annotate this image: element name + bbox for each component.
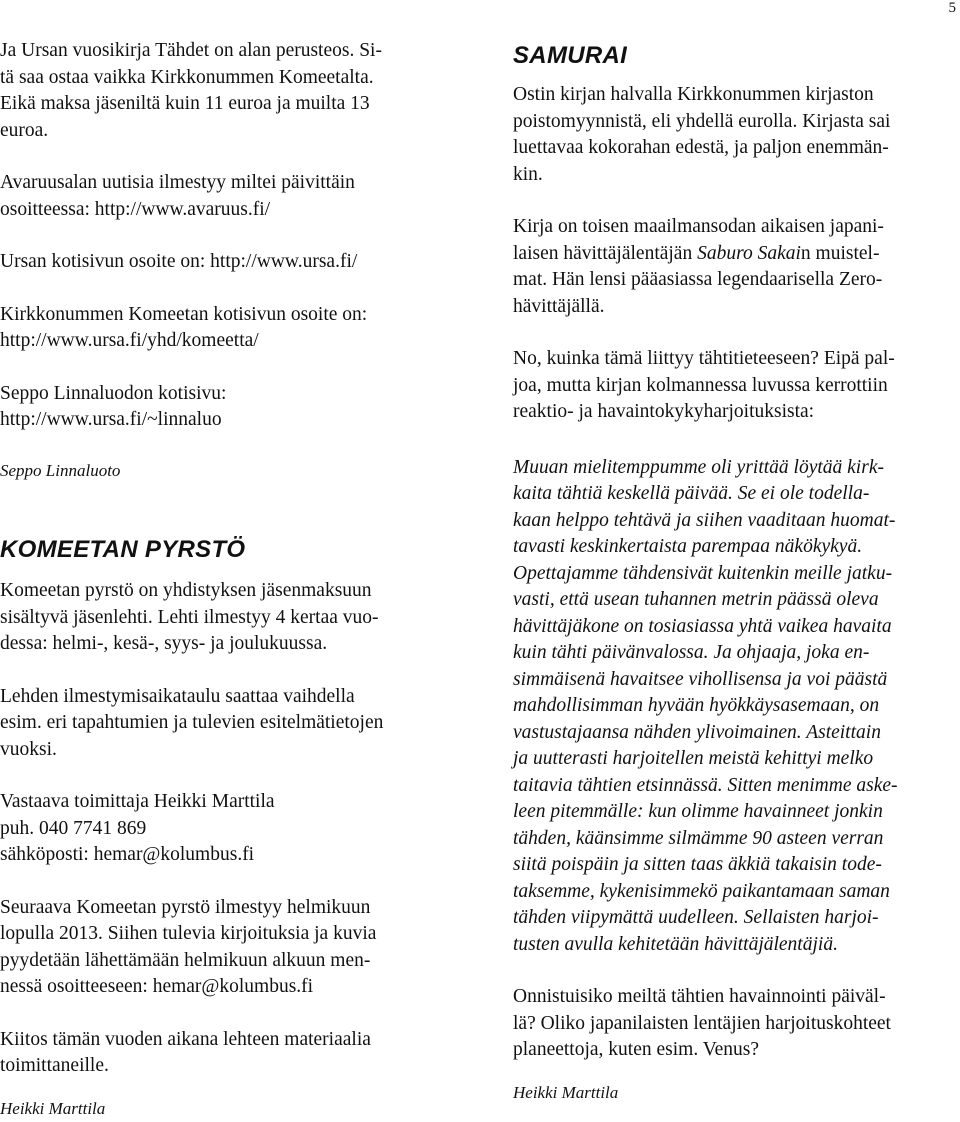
samurai-quote [513, 455, 953, 959]
text-line: toimittaneille. [0, 1053, 440, 1080]
quote-line: taksemme, kykenisimmekö paikantamaan saman [513, 879, 953, 906]
quote-line: simmäisenä havaitsee vihollisensa ja voi päästä [513, 667, 953, 694]
text-line: luettavaa kokorahan edestä, ja paljon enemmän- [513, 135, 953, 162]
samurai-paragraph-2 [513, 214, 953, 320]
text-line: Ostin kirjan halvalla Kirkkonummen kirjaston [513, 82, 953, 109]
text-line: Seuraava Komeetan pyrstö ilmestyy helmikuun [0, 895, 440, 922]
text-line: lä? Oliko japanilaisten lentäjien harjoituskohteet [513, 1011, 953, 1038]
text-span: n muistel- [801, 243, 880, 264]
text-line: esim. eri tapahtumien ja tulevien esitelmätietojen [0, 710, 440, 737]
quote-line: leen pitemmälle: kun olimme havainneet jonkin [513, 799, 953, 826]
text-line: vuoksi. [0, 737, 440, 764]
ursa-paragraph [0, 249, 440, 276]
samurai-paragraph-4 [513, 984, 953, 1064]
text-line: Seppo Linnaluodon kotisivu: [0, 381, 440, 408]
left-column [0, 38, 440, 1122]
quote-line: ja uutterasti harjoitellen meistä kehittyi melko [513, 746, 953, 773]
text-line: osoitteessa: http://www.avaruus.fi/ [0, 197, 440, 224]
text-line: planeettoja, kuten esim. Venus? [513, 1037, 953, 1064]
komeetta-paragraph [0, 302, 440, 355]
quote-line: tähden viipymättä uudelleen. Sellaisten harjoi- [513, 905, 953, 932]
text-line: dessa: helmi-, kesä-, syys- ja joulukuussa. [0, 631, 440, 658]
quote-line: Opettajamme tähdensivät kuitenkin meille jatku- [513, 561, 953, 588]
text-line: reaktio- ja havaintokykyharjoituksista: [513, 399, 953, 426]
quote-line: tähden, käänsimme silmämme 90 asteen verran [513, 826, 953, 853]
text-line: joa, mutta kirjan kolmannessa luvussa kerrottiin [513, 373, 953, 400]
text-line: puh. 040 7741 869 [0, 816, 440, 843]
samurai-paragraph-3 [513, 346, 953, 426]
text-line: euroa. [0, 118, 440, 145]
news-paragraph [0, 170, 440, 223]
text-line: Ja Ursan vuosikirja Tähdet on alan perusteos. Si- [0, 38, 440, 65]
samurai-signature: Heikki Marttila [513, 1080, 953, 1107]
thanks-paragraph [0, 1027, 440, 1080]
quote-line: Muuan mielitemppumme oli yrittää löytää kirk- [513, 455, 953, 482]
right-column [513, 38, 953, 1106]
quote-line: tavasti keskinkertaista parempaa näkökykyä. [513, 534, 953, 561]
quote-line: vastustajaansa nähden ylivoimainen. Asteittain [513, 720, 953, 747]
text-line: Vastaava toimittaja Heikki Marttila [0, 789, 440, 816]
page-number: 5 [949, 0, 957, 17]
text-line: tä saa ostaa vaikka Kirkkonummen Komeetalta. [0, 65, 440, 92]
text-line: Avaruusalan uutisia ilmestyy miltei päivittäin [0, 170, 440, 197]
komeetan-pyrsto-heading: KOMEETAN PYRSTÖ [0, 536, 440, 564]
heikki-signature: Heikki Marttila [0, 1096, 440, 1122]
text-line [513, 241, 953, 268]
text-line: Kiitos tämän vuoden aikana lehteen materiaalia [0, 1027, 440, 1054]
text-line: http://www.ursa.fi/yhd/komeetta/ [0, 328, 440, 355]
text-line: Ursan kotisivun osoite on: http://www.ursa.fi/ [0, 249, 440, 276]
text-line: Eikä maksa jäseniltä kuin 11 euroa ja muilta 13 [0, 91, 440, 118]
seppo-paragraph [0, 381, 440, 434]
quote-line: kaita tähtiä keskellä päivää. Se ei ole todella- [513, 481, 953, 508]
samurai-heading: SAMURAI [513, 42, 953, 70]
samurai-paragraph-1 [513, 82, 953, 188]
pilot-name: Saburo Sakai [697, 243, 801, 264]
text-line: hävittäjällä. [513, 294, 953, 321]
text-line: Kirja on toisen maailmansodan aikaisen japani- [513, 214, 953, 241]
quote-line: vasti, että usean tuhannen metrin päässä oleva [513, 587, 953, 614]
pyrsto-paragraph [0, 578, 440, 658]
text-line: sähköposti: hemar@kolumbus.fi [0, 842, 440, 869]
text-line: kin. [513, 162, 953, 189]
quote-line: mahdollisimman hyvään hyökkäysasemaan, on [513, 693, 953, 720]
text-line: Onnistuisiko meiltä tähtien havainnointi päiväl- [513, 984, 953, 1011]
editor-paragraph [0, 789, 440, 869]
text-line: sisältyvä jäsenlehti. Lehti ilmestyy 4 kertaa vuo- [0, 605, 440, 632]
quote-line: kuin tähti päivänvalossa. Ja ohjaaja, joka en- [513, 640, 953, 667]
next-issue-paragraph [0, 895, 440, 1001]
schedule-paragraph [0, 684, 440, 764]
text-line: nessä osoitteeseen: hemar@kolumbus.fi [0, 974, 440, 1001]
text-line: No, kuinka tämä liittyy tähtitieteeseen? Eipä pal- [513, 346, 953, 373]
intro-paragraph [0, 38, 440, 144]
seppo-signature: Seppo Linnaluoto [0, 458, 440, 485]
text-line: pyydetään lähettämään helmikuun alkuun men- [0, 948, 440, 975]
quote-line: siitä poispäin ja sitten taas äkkiä takaisin tode- [513, 852, 953, 879]
quote-line: hävittäjäkone on tosiasiassa yhtä vaikea havaita [513, 614, 953, 641]
text-line: poistomyynnistä, eli yhdellä eurolla. Kirjasta sai [513, 109, 953, 136]
text-line: Lehden ilmestymisaikataulu saattaa vaihdella [0, 684, 440, 711]
text-span: laisen hävittäjälentäjän [513, 243, 697, 264]
text-line: Komeetan pyrstö on yhdistyksen jäsenmaksuun [0, 578, 440, 605]
text-line: http://www.ursa.fi/~linnaluo [0, 407, 440, 434]
quote-line: kaan helppo tehtävä ja siihen vaaditaan huomat- [513, 508, 953, 535]
text-line: Kirkkonummen Komeetan kotisivun osoite on: [0, 302, 440, 329]
quote-line: tusten avulla kehitetään hävittäjälentäjiä. [513, 932, 953, 959]
text-line: lopulla 2013. Siihen tulevia kirjoituksia ja kuvia [0, 921, 440, 948]
text-line: mat. Hän lensi pääasiassa legendaarisella Zero- [513, 267, 953, 294]
quote-line: taitavia tähtien etsinnässä. Sitten menimme aske- [513, 773, 953, 800]
